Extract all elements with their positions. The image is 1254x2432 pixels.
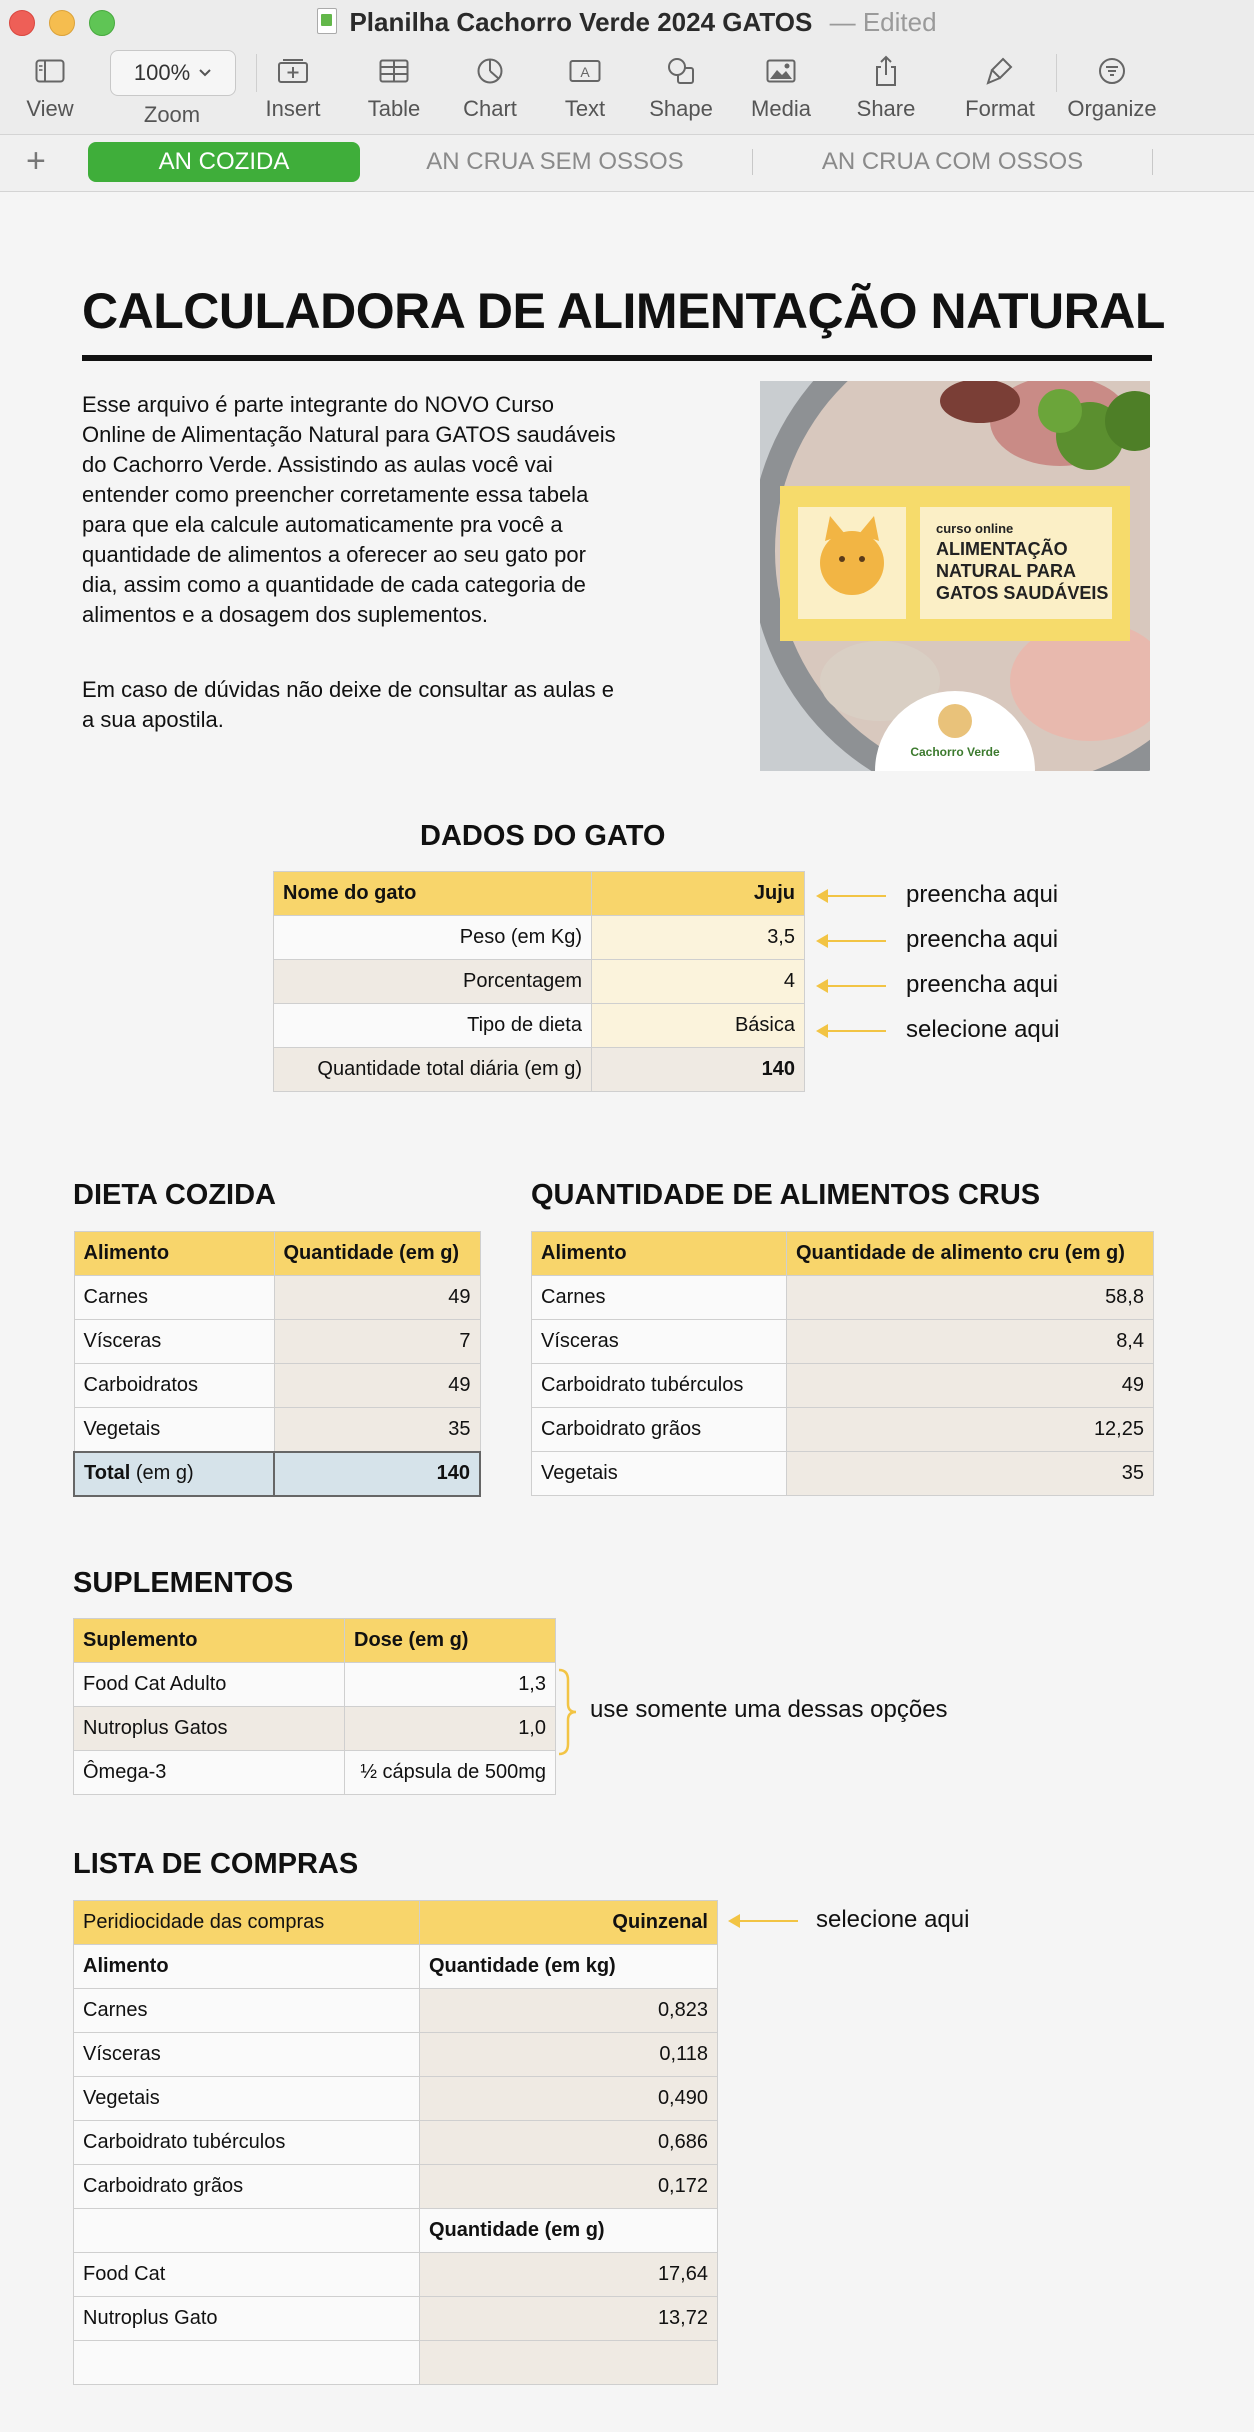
table-row (532, 1452, 1154, 1496)
paintbrush-icon (950, 46, 1050, 96)
promo-small-text: curso online (936, 521, 1014, 536)
table-row (74, 1408, 480, 1452)
section-title-suplementos: SUPLEMENTOS (73, 1567, 294, 1599)
food-label: Vísceras (532, 1320, 787, 1364)
food-quantity[interactable]: 0,686 (420, 2121, 718, 2165)
table-row (74, 1945, 718, 1989)
table-row (74, 1364, 480, 1408)
table-row (74, 1619, 556, 1663)
hint-fill-name: preencha aqui (906, 881, 1059, 908)
food-quantity[interactable]: 12,25 (787, 1408, 1154, 1452)
food-quantity[interactable]: 0,823 (420, 1989, 718, 2033)
table-row (74, 1663, 556, 1707)
photo-icon (731, 46, 831, 96)
zoom-label: Zoom (143, 102, 201, 127)
numbers-document-icon (317, 8, 337, 34)
food-quantity[interactable]: 49 (787, 1364, 1154, 1408)
table-row (74, 2165, 718, 2209)
title-underline (82, 355, 1152, 361)
supplement-label: Nutroplus Gatos (74, 1707, 345, 1751)
table-row (74, 2077, 718, 2121)
food-label: Carnes (74, 1989, 420, 2033)
food-quantity[interactable]: 35 (787, 1452, 1154, 1496)
promo-brand: Cachorro Verde (910, 745, 1000, 759)
zoom-value: 100% (133, 60, 191, 85)
shape-button[interactable] (631, 46, 731, 122)
food-label: Carboidratos (74, 1364, 274, 1408)
pie-chart-icon (440, 46, 540, 96)
section-title-lista-de-compras: LISTA DE COMPRAS (73, 1848, 359, 1880)
food-bowl-illustration (760, 381, 1150, 771)
toolbar-divider (1056, 54, 1057, 92)
arrow-left-icon (818, 985, 886, 987)
table-row (74, 1989, 718, 2033)
table-row (274, 1048, 805, 1092)
sidebar-icon (0, 46, 100, 96)
supplement-dose[interactable]: 1,3 (345, 1663, 556, 1707)
brace-icon (557, 1668, 579, 1756)
chart-label: Chart (463, 96, 517, 121)
hint-fill-weight: preencha aqui (906, 926, 1059, 953)
table-row (74, 1276, 480, 1320)
total-value: 140 (274, 1452, 480, 1496)
organize-icon (1062, 46, 1162, 96)
table-row (74, 1707, 556, 1751)
weight-cell[interactable]: 3,5 (592, 916, 805, 960)
section-title-dieta-cozida: DIETA COZIDA (73, 1179, 276, 1211)
total-label-cell (74, 1452, 274, 1496)
food-quantity[interactable]: 49 (274, 1364, 480, 1408)
food-quantity[interactable]: 8,4 (787, 1320, 1154, 1364)
column-header-quantidade: Quantidade (em g) (274, 1232, 480, 1276)
supplement-dose[interactable]: ½ cápsula de 500mg (345, 1751, 556, 1795)
promo-line-3: GATOS SAUDÁVEIS (936, 583, 1109, 603)
insert-label: Insert (265, 96, 321, 121)
edited-status: — Edited (829, 7, 937, 37)
food-label: Vísceras (74, 1320, 274, 1364)
shopping-list-table (73, 1900, 718, 2385)
insert-icon (243, 46, 343, 96)
food-quantity[interactable]: 58,8 (787, 1276, 1154, 1320)
column-header-quantidade-g: Quantidade (em g) (420, 2209, 718, 2253)
view-label: View (26, 96, 74, 121)
table-row (532, 1364, 1154, 1408)
zoom-select[interactable] (110, 50, 236, 96)
table-row (74, 2121, 718, 2165)
cat-data-table (273, 871, 805, 1092)
diet-type-label: Tipo de dieta (274, 1004, 592, 1048)
view-button[interactable] (0, 46, 100, 122)
table-row (532, 1276, 1154, 1320)
supplement-dose[interactable]: 1,0 (345, 1707, 556, 1751)
text-label: Text (564, 96, 606, 121)
media-label: Media (751, 96, 811, 121)
food-label: Carboidrato tubérculos (74, 2121, 420, 2165)
column-header-quantidade-kg: Quantidade (em kg) (420, 1945, 718, 1989)
food-quantity[interactable]: 0,490 (420, 2077, 718, 2121)
shape-icon (631, 46, 731, 96)
table-row (74, 1751, 556, 1795)
supplement-label: Ômega-3 (74, 1751, 345, 1795)
tab-separator (1152, 149, 1153, 175)
table-row (532, 1232, 1154, 1276)
intro-paragraph-help: Em caso de dúvidas não deixe de consultar as aulas e a sua apostila. (82, 677, 614, 732)
tab-separator (752, 149, 753, 175)
chart-button[interactable] (440, 46, 540, 122)
food-label: Vegetais (74, 1408, 274, 1452)
arrow-left-icon (818, 940, 886, 942)
total-unit: (em g) (130, 1462, 194, 1484)
table-row (532, 1320, 1154, 1364)
table-row (274, 916, 805, 960)
share-icon (836, 46, 936, 96)
daily-total-value: 140 (592, 1048, 805, 1092)
empty-cell[interactable] (74, 2209, 420, 2253)
total-label: Total (84, 1462, 131, 1484)
column-header-dose: Dose (em g) (345, 1619, 556, 1663)
table-row (74, 2253, 718, 2297)
supplements-table (73, 1618, 556, 1795)
food-quantity[interactable]: 7 (274, 1320, 480, 1364)
percentage-label: Porcentagem (274, 960, 592, 1004)
column-header-alimento: Alimento (74, 1232, 274, 1276)
format-button[interactable] (950, 46, 1050, 122)
hint-select-period: selecione aqui (816, 1906, 970, 1933)
tab-an-crua-sem-ossos[interactable]: AN CRUA SEM OSSOS (426, 148, 684, 175)
food-quantity[interactable]: 0,172 (420, 2165, 718, 2209)
tab-an-cozida[interactable]: AN COZIDA (88, 142, 360, 182)
table-row (74, 2033, 718, 2077)
supplement-quantity[interactable]: 17,64 (420, 2253, 718, 2297)
food-label: Carboidrato tubérculos (532, 1364, 787, 1408)
arrow-left-icon (818, 895, 886, 897)
supplement-quantity[interactable]: 13,72 (420, 2297, 718, 2341)
share-label: Share (856, 96, 916, 121)
cat-name-label: Nome do gato (274, 872, 592, 916)
table-row (74, 1320, 480, 1364)
intro-text-box[interactable] (82, 390, 622, 780)
section-title-dados-do-gato: DADOS DO GATO (420, 820, 666, 852)
format-label: Format (965, 96, 1035, 121)
promo-line-2: NATURAL PARA (936, 561, 1076, 581)
empty-cell[interactable] (420, 2341, 718, 2385)
table-row (74, 2209, 718, 2253)
weight-label: Peso (em Kg) (274, 916, 592, 960)
food-label: Carnes (532, 1276, 787, 1320)
sheet-tab-bar (0, 134, 1254, 192)
table-row (274, 1004, 805, 1048)
supplement-label: Food Cat Adulto (74, 1663, 345, 1707)
table-button[interactable] (344, 46, 444, 122)
table-row (74, 2297, 718, 2341)
food-quantity[interactable]: 49 (274, 1276, 480, 1320)
text-box-icon (535, 46, 635, 96)
supplement-label: Food Cat (74, 2253, 420, 2297)
cat-name-cell[interactable]: Juju (592, 872, 805, 916)
section-title-alimentos-crus: QUANTIDADE DE ALIMENTOS CRUS (531, 1179, 1041, 1211)
intro-paragraph: Esse arquivo é parte integrante do NOVO Curso Online de Alimentação Natural para GATOS saudáveis do Cachorro Verde. Assistindo as aulas você vai entender como preencher corretamente essa tabela para que ela calcule automaticamente pra você a quantidade de alimentos a oferecer ao seu gato por dia, assim como a quantidade de cada categoria de alimentos e a dosagem dos suplementos. (82, 392, 616, 627)
document-name: Planilha Cachorro Verde 2024 GATOS (349, 7, 813, 37)
food-label: Vegetais (532, 1452, 787, 1496)
column-header-alimento: Alimento (532, 1232, 787, 1276)
column-header-alimento: Alimento (74, 1945, 420, 1989)
food-quantity[interactable]: 0,118 (420, 2033, 718, 2077)
hint-fill-percentage: preencha aqui (906, 971, 1059, 998)
percentage-cell[interactable]: 4 (592, 960, 805, 1004)
food-quantity[interactable]: 35 (274, 1408, 480, 1452)
title-bar (0, 0, 1254, 134)
table-row (74, 1232, 480, 1276)
svg-text:A: A (580, 64, 590, 80)
food-label: Vegetais (74, 2077, 420, 2121)
organize-label: Organize (1067, 96, 1157, 121)
hint-select-diet: selecione aqui (906, 1016, 1060, 1043)
media-button[interactable] (731, 46, 831, 122)
table-label: Table (367, 96, 421, 121)
promo-line-1: ALIMENTAÇÃO (936, 539, 1068, 559)
period-select[interactable]: Quinzenal (420, 1901, 718, 1945)
column-header-quantidade-cru: Quantidade de alimento cru (em g) (787, 1232, 1154, 1276)
document-title (0, 4, 1254, 40)
page-title: CALCULADORA DE ALIMENTAÇÃO NATURAL (82, 283, 1165, 339)
cooked-diet-table (73, 1231, 481, 1497)
supplement-label: Nutroplus Gato (74, 2297, 420, 2341)
table-row (74, 1901, 718, 1945)
table-row-total (74, 1452, 480, 1496)
share-button[interactable] (836, 46, 936, 122)
table-icon (344, 46, 444, 96)
table-row (532, 1408, 1154, 1452)
empty-cell[interactable] (74, 2341, 420, 2385)
food-label: Vísceras (74, 2033, 420, 2077)
food-label: Carboidrato grãos (532, 1408, 787, 1452)
text-button[interactable] (535, 46, 635, 122)
arrow-left-icon (818, 1030, 886, 1032)
raw-food-table (531, 1231, 1154, 1496)
course-promo-image[interactable] (760, 381, 1150, 771)
table-row (274, 872, 805, 916)
diet-type-select[interactable]: Básica (592, 1004, 805, 1048)
food-label: Carboidrato grãos (74, 2165, 420, 2209)
insert-button[interactable] (243, 46, 343, 122)
period-label: Peridiocidade das compras (74, 1901, 420, 1945)
chevron-down-icon (198, 68, 212, 78)
tab-an-crua-com-ossos[interactable]: AN CRUA COM OSSOS (821, 148, 1084, 175)
food-label: Carnes (74, 1276, 274, 1320)
table-row (74, 2341, 718, 2385)
daily-total-label: Quantidade total diária (em g) (274, 1048, 592, 1092)
shape-label: Shape (649, 96, 713, 121)
table-row (274, 960, 805, 1004)
column-header-suplemento: Suplemento (74, 1619, 345, 1663)
organize-button[interactable] (1062, 46, 1162, 122)
add-sheet-button[interactable]: + (26, 142, 46, 180)
hint-supplements: use somente uma dessas opções (590, 1696, 948, 1723)
arrow-left-icon (730, 1920, 798, 1922)
